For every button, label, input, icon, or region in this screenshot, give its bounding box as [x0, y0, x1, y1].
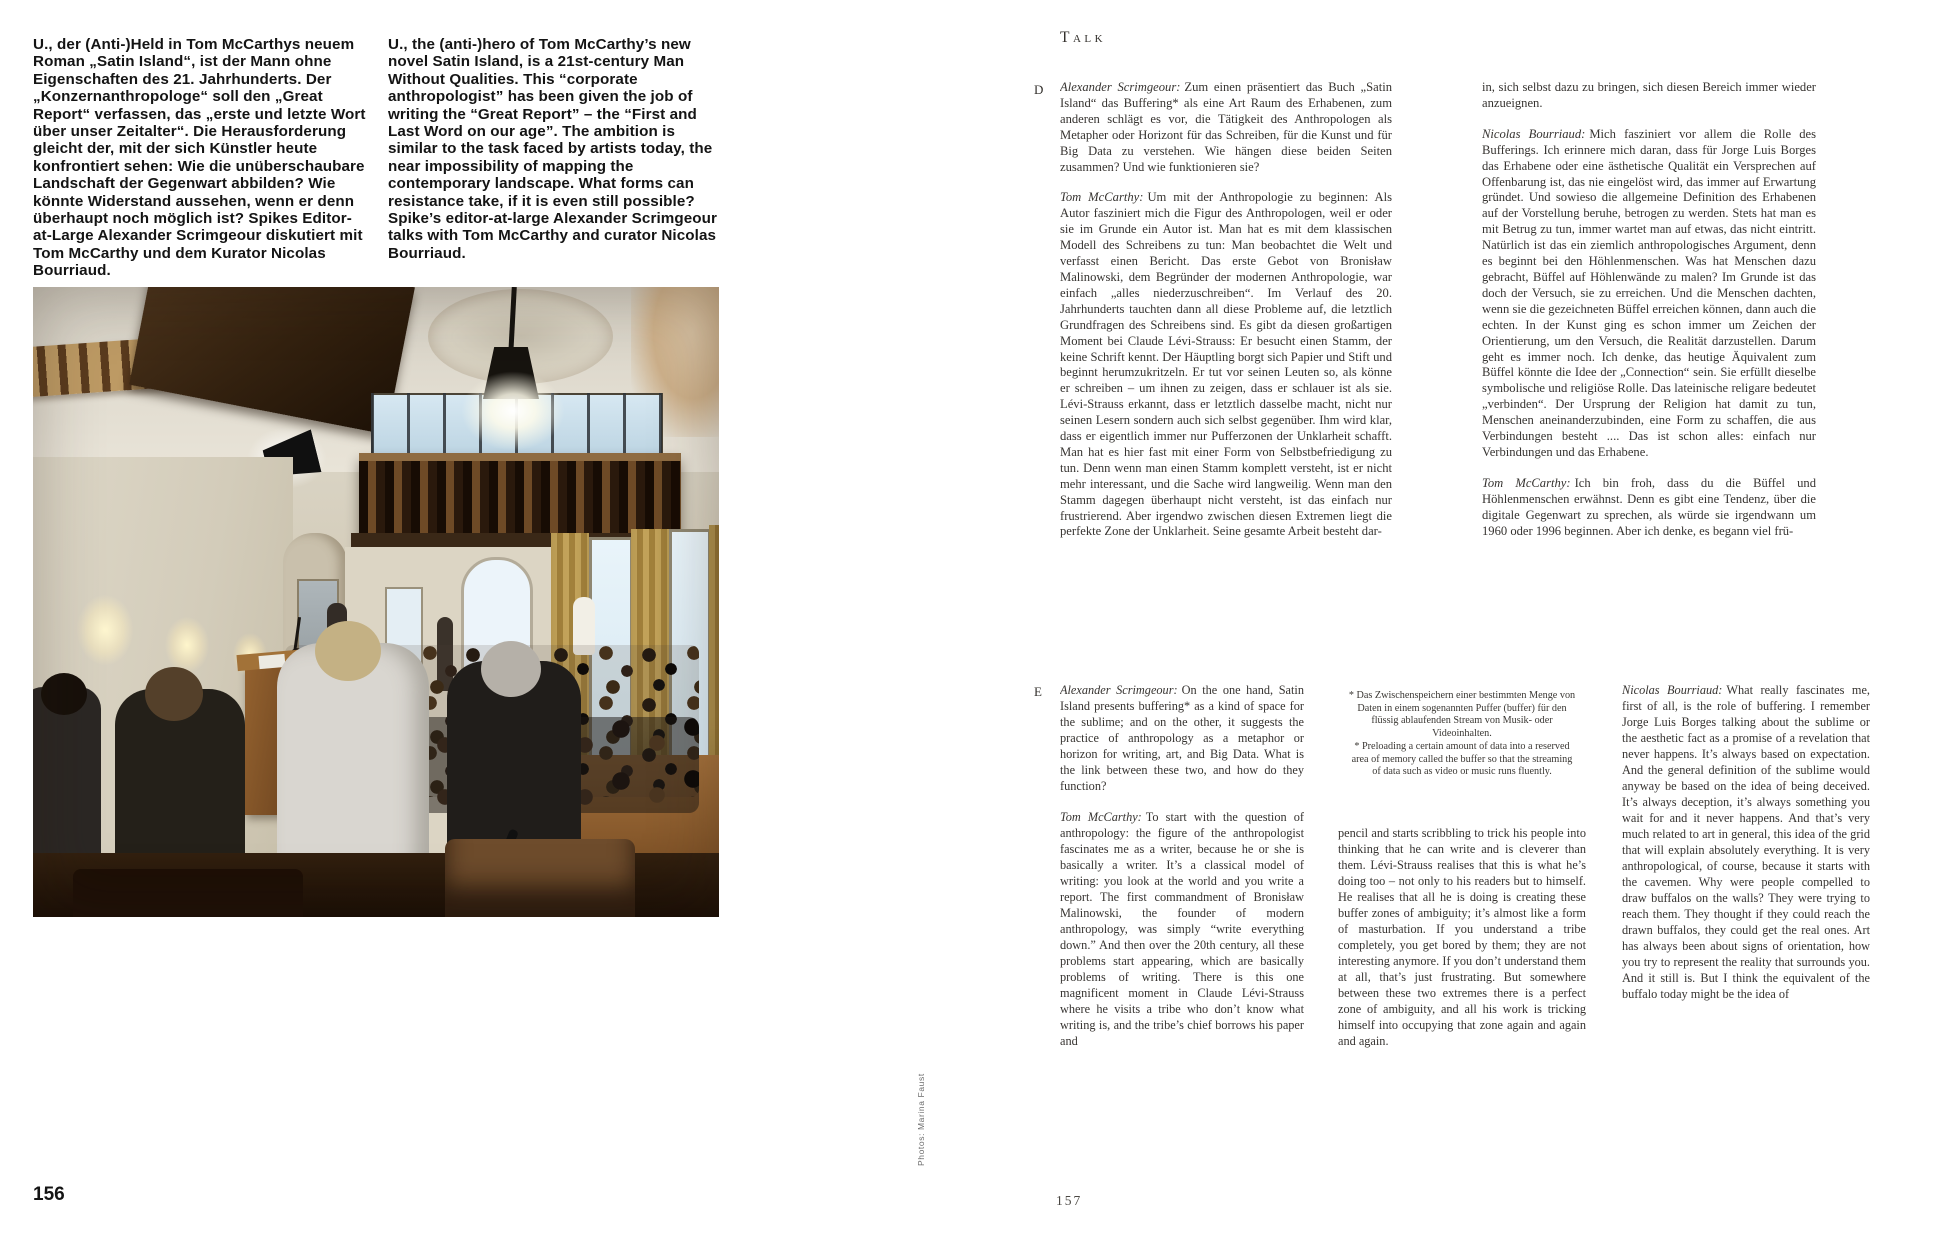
interview-paragraph [1060, 80, 1392, 175]
footnote-german: * Das Zwischenspeichern einer bestimmten Menge von Daten in einem sogenannten Puffer (buffer) für den flüssig ablaufenden Stream von Musik- oder Videoinhalten. [1348, 690, 1576, 740]
german-column-1 [1060, 80, 1392, 620]
paragraph-text: pencil and starts scribbling to trick his people into thinking that he can write and is cleverer than them. Lévi-Strauss realises that this is what he’s doing too – not only to his readers but to himself. He realises that all he is doing is creating these buffer zones of ambiguity; it’s almost like a form of masturbation. If you understand a tribe completely, you get bored by them; they are not interesting anymore. If you don’t understand them at all, that’s just frustrating. But somewhere between these two extremes there is a perfect zone of ambiguity, and all his work is tricking himself into occupying that zone again and again and again. [1338, 825, 1586, 1048]
german-column-2 [1482, 80, 1816, 692]
intro-german: U., der (Anti-)Held in Tom McCarthys neuem Roman „Satin Island“, ist der Mann ohne Eigenschaften des 21. Jahrhunderts. Der „Konzernanthropologe“ soll den „Great Report“ verfassen, das „erste und letzte Wort über unser Zeitalter“. Die Herausforderung gleicht der, mit der sich Künstler heute konfrontiert sehen: Wie die unüberschaubare Landschaft der Gegenwart abbilden? Wie könnte Widerstand aussehen, wenn er denn überhaupt noch möglich ist? Spikes Editor-at-Large Alexander Scrimgeour diskutiert mit Tom McCarthy und dem Kurator Nicolas Bourriaud. [33, 36, 366, 280]
interview-paragraph [1622, 682, 1870, 1002]
interview-paragraph [1482, 80, 1816, 112]
paragraph-text: On the one hand, Satin Island presents buffering* as a kind of space for the sublime; and on the other, it suggests the practice of anthropology as a metaphor or horizon for writing, art, and Big Data. What is the link between these two, and how do they function? [1060, 683, 1304, 793]
speaker-name: Nicolas Bourriaud: [1622, 683, 1723, 697]
photo-credit: Photos: Marina Faust [916, 1073, 926, 1166]
event-photo [33, 287, 719, 917]
footnote-english: * Preloading a certain amount of data into a reserved area of memory called the buffer so that the streaming of data such as video or music runs fluently. [1351, 740, 1573, 778]
interview-paragraph [1060, 190, 1392, 540]
paragraph-text: Mich fasziniert vor allem die Rolle des Bufferings. Ich erinnere mich daran, dass für Jorge Luis Borges das Erhabene oder eine ästhetische Qualität ein Versprechen auf Offenbarung ist, das nie eingelöst wird, das immer auf Erwartung gründet. Und sowieso die allgemeine Definition des Erhabenen auf der Vorstellung beruhe, betrogen zu werden. Stets hat man es mit Betrug zu tun, immer wartet man auf etwas, das nicht eintritt. Natürlich ist das ein ziemlich anthropologisches Argument, denn es beginnt bei den Höhlenmenschen. Was hat Menschen dazu gebracht, Büffel auf Höhlenwände zu malen? Im Grunde ist das doch der Versuch, sie zu erreichen. Und die Menschen dachten, wenn sie die gezeichneten Büffel erreichen können, dann auch die echten. In der Kunst ging es schon immer um Zeichen der Orientierung, um den Versuch, die Realität darzustellen. Darum geht es immer noch. Ich denke, das heutige Äquivalent zum Büffel könnte die Idee der „Connection“ sein. Sie erfüllt dieselbe symbolische und religiöse Rolle. Das lateinische religare bedeutet „verbinden“. Der Ursprung der Religion hat damit zu tun, Menschen aneinanderzubinden, eine Form zu schaffen, die aus Verbindungen besteht .... Das ist schon alles: einfach nur Verbindungen und das Erhabene. [1482, 126, 1816, 459]
speaker-name: Alexander Scrimgeour: [1060, 80, 1181, 94]
language-marker-english: E [1034, 684, 1042, 699]
paragraph-text: in, sich selbst dazu zu bringen, sich diesen Bereich immer wieder anzueignen. [1482, 80, 1816, 110]
photo-vignette [33, 287, 719, 917]
interview-paragraph [1482, 127, 1816, 461]
paragraph-text: Zum einen präsentiert das Buch „Satin Island“ das Buffering* als eine Art Raum des Erhabenen, zum anderen schlägt es vor, die Tätigkeit des Anthropologen als Metapher oder Horizont für das Schreiben, für die Kunst und für Big Data zu verstehen. Wie hängen diese beiden Seiten zusammen? Und wie funktionieren sie? [1060, 80, 1392, 174]
buffering-footnote [1348, 690, 1576, 779]
language-marker-german: D [1034, 82, 1044, 97]
speaker-name: Tom McCarthy: [1060, 810, 1142, 824]
interview-paragraph [1338, 825, 1586, 1049]
footnote-gap [1338, 779, 1586, 825]
intro-english: U., the (anti-)hero of Tom McCarthy’s new novel Satin Island, is a 21st-century Man Without Qualities. This “corporate anthropologist” has been given the job of writing the “Great Report” – the “First and Last Word on our age”. The ambition is similar to the task faced by artists today, the near impossibility of mapping the contemporary landscape. What forms can resistance take, if it is even still possible? Spike’s editor-at-large Alexander Scrimgeour talks with Tom McCarthy and curator Nicolas Bourriaud. [388, 36, 718, 262]
interview-paragraph [1482, 476, 1816, 540]
speaker-name: Alexander Scrimgeour: [1060, 683, 1178, 697]
paragraph-text: To start with the question of anthropology: the figure of the anthropologist fascinates me as a writer, because he or she is basically a writer. It’s a classical model of writing: you look at the world and you write a report. The first commandment of Bronisław Malinowski, the founder of modern anthropology, was simply “write everything down.” And then over the 20th century, all these problems start appearing, which are basically problems of writing. There is this one magnificent moment in Claude Lévi-Strauss where he visits a tribe who don’t know what writing is, and the tribe’s chief borrows his paper and [1060, 810, 1304, 1048]
speaker-name: Tom McCarthy: [1482, 475, 1571, 490]
paragraph-text: Ich bin froh, dass du die Büffel und Höhlenmenschen erwähnst. Denn es gibt eine Tendenz, über die digitale Gegenwart zu sprechen, als würde sie irgendwann um 1960 oder 1996 beginnen. Aber ich denke, es begann viel frü- [1482, 475, 1816, 538]
interview-paragraph [1060, 809, 1304, 1049]
speaker-name: Tom McCarthy: [1060, 190, 1144, 205]
running-head: Talk [1060, 29, 1107, 46]
english-column-1 [1060, 682, 1304, 1184]
speaker-name: Nicolas Bourriaud: [1482, 126, 1586, 141]
paragraph-text: Um mit der Anthropologie zu beginnen: Als Autor fasziniert mich die Figur des Anthropologen, weil er oder sie im Grunde ein Autor ist. Man hat es mit dem klassischen Modell des Schreibens zu tun: Man beobachtet die Welt und verfasst einen Bericht. Das erste Gebot von Bronisław Malinowski, dem Begründer der modernen Anthropologie, war einfach „alles niederzuschreiben“. Im Verlauf des 20. Jahrhunderts tauchten dann all diese Probleme auf, die letztlich Grundfragen des Schreibens sind. Es gibt da diesen großartigen Moment bei Claude Lévi-Strauss: Er besucht einen Stamm, der keine Schrift kennt. Der Häuptling borgt sich Papier und Stift und beginnt herumzukritzeln. Er tut vor seinen Leuten so, als könne er schreiben – um ihnen zu zeigen, dass er schlauer ist als sie. Lévi-Strauss erkannt, dass er letztlich dasselbe macht, nicht nur seinen Lesern sondern auch sich selbst gegenüber. Ihm wird klar, dass er eigentlich immer nur Pufferzonen der Unklarheit schafft. Man hat es hier fast mit einer Form von Selbstbefriedigung zu tun. Denn wenn man einen Stamm komplett versteht, ist er nicht mehr interessant, und die Sache wird langweilig. Wenn man den Stamm dagegen überhaupt nicht versteht, ist das einfach nur frustrierend. Aber irgendwo zwischen diesen Extremen liegt die perfekte Zone der Unklarheit. Seine gesamte Arbeit besteht dar- [1060, 190, 1392, 539]
paragraph-text: What really fascinates me, first of all, is the role of buffering. I remember Jorge Luis Borges talking about the sublime or the aesthetic fact as a promise of a revelation that never happens. It’s always based on expectation. And the general definition of the sublime would anyway be based on the idea of being deceived. It’s always deception, it’s always something you wait for and it never happens. And that’s very much related to art in general, this idea of the grid that will explain absolutely everything. It is very anthropological, of course, because it starts with the cavemen. Why were people compelled to draw buffalos on the walls? They were trying to reach them. They thought if they could reach the drawn buffalos, they could get the real ones. Art has always been about signs of orientation, how you try to represent the reality that surrounds you. And it still is. But I think the equivalent of the buffalo today might be the idea of [1622, 683, 1870, 1001]
english-column-3 [1622, 682, 1870, 1184]
english-column-2 [1338, 682, 1586, 1184]
interview-paragraph [1060, 682, 1304, 794]
page-number-left: 156 [33, 1184, 65, 1205]
page-number-right: 157 [1056, 1193, 1083, 1208]
